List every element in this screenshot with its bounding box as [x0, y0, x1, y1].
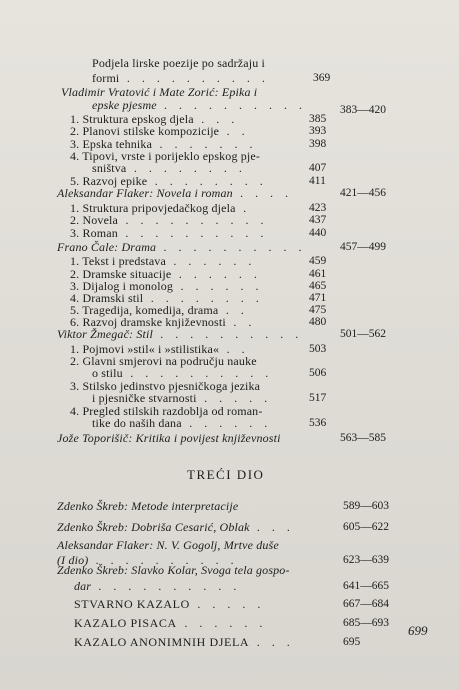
page-reference: 461	[309, 268, 327, 280]
page-reference: 480	[309, 316, 327, 328]
page-reference: 641—665	[343, 580, 389, 592]
page-reference: 503	[309, 343, 327, 355]
page-reference: 695	[343, 636, 361, 648]
toc-line	[70, 125, 249, 137]
toc-entry-title: 2. Planovi stilske kompozicije	[70, 124, 220, 138]
toc-entry-title: 1. Struktura pripovjedačkog djela	[70, 201, 236, 215]
page-reference: 393	[309, 125, 327, 137]
toc-entry-title: 1. Pojmovi »stil« i »stilistika«	[70, 342, 220, 356]
toc-line	[57, 500, 238, 512]
toc-entry-title: Frano Čale: Drama	[57, 240, 157, 254]
page-reference: 407	[309, 162, 327, 174]
toc-line	[57, 241, 306, 253]
toc-line	[61, 86, 257, 98]
toc-line	[92, 392, 272, 404]
dot-leader: . . . . . . . . . .	[118, 213, 269, 227]
toc-entry-title: Zdenko Škreb: Metode interpretacije	[57, 499, 239, 513]
toc-entry-title: Aleksandar Flaker: N. V. Gogolj, Mrtve duše	[57, 538, 279, 552]
toc-line	[70, 214, 268, 226]
toc-entry-title: formi	[92, 71, 120, 85]
dot-leader: . . . . . .	[173, 279, 263, 293]
page-reference: 457—499	[340, 241, 386, 253]
toc-line	[57, 539, 279, 551]
dot-leader: . .	[218, 303, 249, 317]
toc-entry-title: epske pjesme	[92, 98, 157, 112]
page-reference: 465	[309, 280, 327, 292]
toc-line	[92, 99, 307, 111]
toc-entry-title: o stilu	[92, 366, 123, 380]
page-reference: 475	[309, 304, 327, 316]
page-reference: 471	[309, 292, 327, 304]
page-reference: 369	[313, 72, 331, 84]
page-reference: 589—603	[343, 500, 389, 512]
toc-line	[74, 636, 294, 648]
dot-leader: . . . . . .	[165, 254, 256, 268]
dot-leader: . . . . . . . . . .	[117, 226, 268, 240]
dot-leader: . . . . . . . .	[126, 161, 247, 175]
page-reference: 517	[309, 392, 327, 404]
toc-entry-title: Zdenko Škreb: Dobriša Cesarić, Oblak	[57, 520, 250, 534]
toc-entry-title: 2. Dramske situacije	[70, 267, 172, 281]
toc-entry-title: 3. Stilsko jedinstvo pjesničkoga jezika	[70, 379, 261, 393]
page-reference: 459	[309, 255, 327, 267]
toc-entry-title: 4. Dramski stil	[70, 291, 144, 305]
toc-entry-title: 3. Roman	[70, 226, 118, 240]
dot-leader: . . . . . .	[181, 416, 272, 430]
toc-entry-title: Zdenko Škreb: Slavko Kolar, Svoga tela gospo-	[57, 563, 290, 577]
page-reference: 563—585	[340, 432, 386, 444]
toc-line	[70, 255, 256, 267]
toc-entry-title: 2. Glavni smjerovi na području nauke	[70, 354, 257, 368]
dot-leader: . . . . . . . . . .	[119, 71, 270, 85]
toc-entry-title: i pjesničke stvarnosti	[92, 391, 197, 405]
page-reference: 623—639	[343, 554, 389, 566]
toc-entry-title: dar	[74, 579, 92, 593]
dot-leader: . . .	[249, 520, 295, 534]
toc-line	[74, 617, 267, 629]
dot-leader: . .	[219, 124, 250, 138]
dot-leader: . . . . .	[196, 391, 272, 405]
page-reference: 536	[309, 417, 327, 429]
toc-entry-title: 1. Tekst i predstava	[70, 254, 166, 268]
dot-leader: . . . . . . .	[152, 137, 258, 151]
page-reference: 667—684	[343, 598, 389, 610]
toc-entry-title: STVARNO KAZALO	[74, 597, 190, 611]
dot-leader: . . . . . . . .	[147, 174, 268, 188]
toc-entry-title: 4. Tipovi, vrste i porijeklo epskog pje-	[70, 149, 260, 163]
dot-leader: . . . . . . . . . .	[91, 579, 242, 593]
toc-line	[57, 564, 290, 576]
toc-entry-title: 5. Razvoj epike	[70, 174, 148, 188]
page-reference: 605—622	[343, 521, 389, 533]
dot-leader: .	[235, 201, 251, 215]
toc-entry-title: tike do naših dana	[92, 416, 182, 430]
toc-line	[57, 432, 281, 444]
dot-leader: . . . . .	[189, 597, 265, 611]
page-reference: 411	[309, 175, 326, 187]
toc-line	[74, 580, 241, 592]
toc-entry-title: 2. Novela	[70, 213, 119, 227]
dot-leader: . .	[219, 342, 250, 356]
page-reference: 506	[309, 367, 327, 379]
dot-leader: . . .	[193, 112, 239, 126]
page-reference: 440	[309, 227, 327, 239]
toc-line	[92, 367, 273, 379]
toc-entry-title: Viktor Žmegač: Stil	[57, 327, 153, 341]
toc-entry-title: 6. Razvoj dramske književnosti	[70, 315, 226, 329]
toc-line	[70, 227, 268, 239]
toc-line	[92, 57, 265, 69]
page-reference: 383—420	[340, 104, 386, 116]
toc-entry-title: Podjela lirske poezije po sadržaju i	[92, 56, 266, 70]
toc-entry-title: (I dio)	[57, 553, 89, 567]
page-reference: 437	[309, 214, 327, 226]
toc-line	[92, 162, 246, 174]
section-heading: TREĆI DIO	[187, 467, 265, 482]
dot-leader: . . . .	[232, 186, 293, 200]
toc-line	[92, 72, 269, 84]
toc-line	[74, 598, 265, 610]
toc-entry-title: 3. Epska tehnika	[70, 137, 153, 151]
toc-line	[57, 187, 293, 199]
toc-entry-title: Aleksandar Flaker: Novela i roman	[57, 186, 233, 200]
dot-leader: . . . . . . . . . .	[152, 327, 303, 341]
page-reference: 685—693	[343, 617, 389, 629]
toc-entry-title: sništva	[92, 161, 127, 175]
toc-entry-title: 4. Pregled stilskih razdoblja od roman-	[70, 404, 263, 418]
toc-entry-title: KAZALO PISACA	[74, 616, 177, 630]
page-reference: 398	[309, 138, 327, 150]
toc-entry-title: 1. Struktura epskog djela	[70, 112, 194, 126]
dot-leader: . . .	[249, 635, 295, 649]
page-number: 699	[408, 623, 428, 638]
page-reference: 385	[309, 113, 327, 125]
toc-line	[92, 417, 272, 429]
toc-line	[57, 521, 295, 533]
dot-leader: . . . . . . . . . .	[88, 553, 239, 567]
toc-entry-title: Vladimir Vratović i Mate Zorić: Epika i	[61, 85, 258, 99]
page-reference: 501—562	[340, 328, 386, 340]
toc-line	[57, 328, 303, 340]
dot-leader: . . . . . .	[176, 616, 267, 630]
dot-leader: . . . . . .	[171, 267, 262, 281]
toc-entry-title: Jože Toporišič: Kritika i povijest književnosti	[57, 431, 281, 445]
toc-entry-title: 5. Tragedija, komedija, drama	[70, 303, 219, 317]
toc-entry-title: 3. Dijalog i monolog	[70, 279, 173, 293]
dot-leader: . .	[225, 315, 256, 329]
dot-leader: . . . . . . . . . .	[156, 98, 307, 112]
dot-leader: . . . . . . . .	[143, 291, 264, 305]
page-reference: 421—456	[340, 187, 386, 199]
dot-leader: . . . . . . . . . .	[122, 366, 273, 380]
dot-leader: . . . . . . . . . .	[156, 240, 307, 254]
page-reference: 423	[309, 202, 327, 214]
toc-entry-title: KAZALO ANONIMNIH DJELA	[74, 635, 250, 649]
